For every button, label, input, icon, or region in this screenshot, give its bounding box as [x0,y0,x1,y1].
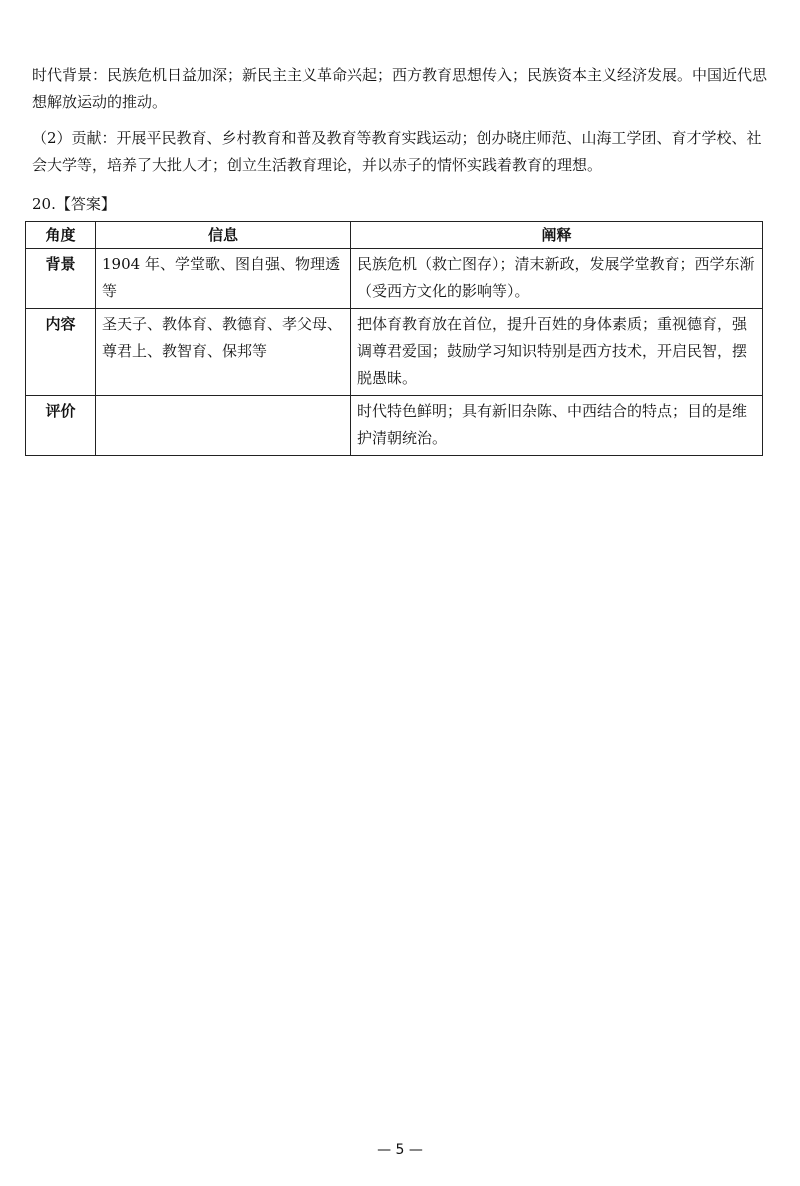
row-explanation: 时代特色鲜明；具有新旧杂陈、中西结合的特点；目的是维护清朝统治。 [351,396,763,456]
table-row [26,396,763,456]
contribution-paragraph: （2）贡献：开展平民教育、乡村教育和普及教育等教育实践运动；创办晓庄师范、山海工学团、育才学校、社会大学等，培养了大批人才；创立生活教育理论，并以赤子的情怀实践着教育的理想。 [32,129,762,174]
row-angle: 评价 [26,396,96,456]
row-explanation: 把体育教育放在首位，提升百姓的身体素质；重视德育，强调尊君爱国；鼓励学习知识特别是西方技术，开启民智，摆脱愚昧。 [351,309,763,396]
row-explanation: 民族危机（救亡图存）；清末新政，发展学堂教育；西学东渐（受西方文化的影响等）。 [351,249,763,309]
header-explanation: 阐释 [351,222,763,249]
page-number: — 5 — [377,1142,423,1158]
header-info: 信息 [96,222,351,249]
row-info: 圣天子、教体育、教德育、孝父母、尊君上、教智育、保邦等 [96,309,351,396]
header-angle: 角度 [26,222,96,249]
row-angle: 背景 [26,249,96,309]
question-20-label: 20.【答案】 [32,195,116,213]
background-paragraph: 时代背景：民族危机日益加深；新民主主义革命兴起；西方教育思想传入；民族资本主义经济发展。中国近代思想解放运动的推动。 [32,66,768,111]
row-info [96,396,351,456]
table-header-row [26,222,763,249]
answer-table [25,221,763,456]
table-row [26,309,763,396]
row-info: 1904 年、学堂歌、图自强、物理透等 [96,249,351,309]
row-angle: 内容 [26,309,96,396]
table-row [26,249,763,309]
